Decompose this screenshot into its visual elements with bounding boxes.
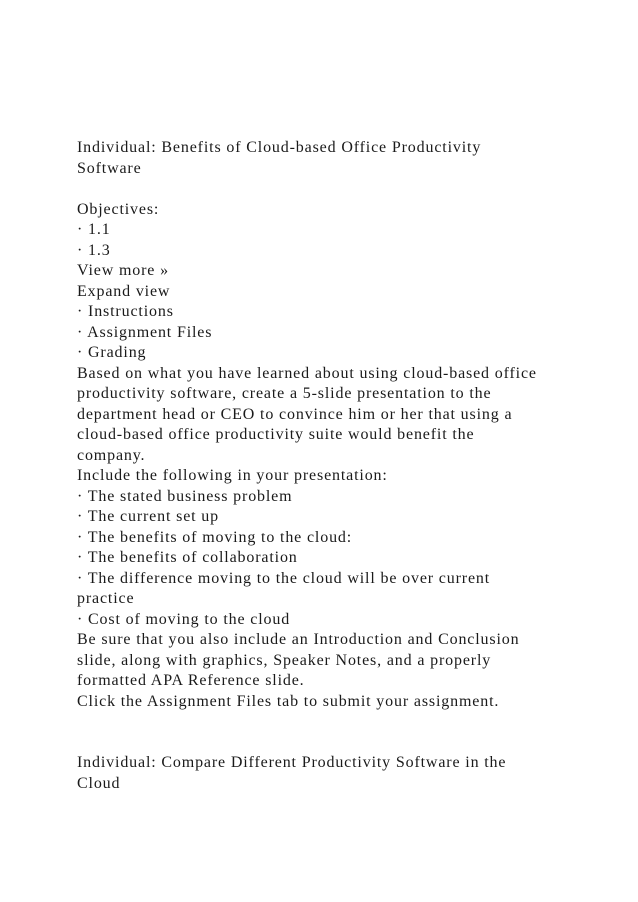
section-2-title-line-1: Individual: Compare Different Productivity Software in the [77, 754, 507, 771]
section-2 [77, 753, 577, 794]
tab-instructions: · Instructions [77, 303, 174, 320]
section-1-title-line-1: Individual: Benefits of Cloud-based Office Productivity [77, 139, 482, 156]
view-more-link: View more » [77, 262, 169, 279]
include-item: · The benefits of collaboration [77, 549, 298, 566]
section-1-title-line-2: Software [77, 159, 142, 177]
closing-line: formatted APA Reference slide. [77, 672, 305, 689]
closing-line: slide, along with graphics, Speaker Notes, and a properly [77, 651, 492, 669]
tab-grading: · Grading [77, 344, 147, 361]
body-line: department head or CEO to convince him or her that using a [77, 405, 513, 423]
body-line: cloud-based office productivity suite would benefit the [77, 426, 475, 443]
include-item: · The difference moving to the cloud will be over current [77, 569, 491, 587]
closing-line: Click the Assignment Files tab to submit your assignment. [77, 692, 500, 710]
body-line: company. [77, 446, 146, 464]
include-item: practice [77, 590, 135, 607]
tab-assignment-files: · Assignment Files [77, 323, 213, 341]
include-label: Include the following in your presentation: [77, 467, 388, 484]
include-item: · The current set up [77, 508, 219, 525]
include-item: · The benefits of moving to the cloud: [77, 528, 353, 546]
body-line: Based on what you have learned about using cloud-based office [77, 364, 537, 382]
document-content [77, 138, 577, 794]
objective-item: · 1.3 [77, 241, 111, 259]
include-item: · Cost of moving to the cloud [77, 610, 291, 628]
include-item: · The stated business problem [77, 487, 293, 505]
section-1 [77, 138, 577, 712]
closing-line: Be sure that you also include an Introduction and Conclusion [77, 631, 520, 648]
spacer [77, 179, 577, 200]
objective-item: · 1.1 [77, 221, 111, 238]
section-2-title-line-2: Cloud [77, 774, 121, 792]
objectives-label: Objectives: [77, 200, 160, 218]
body-line: productivity software, create a 5-slide presentation to the [77, 385, 492, 402]
spacer [77, 712, 577, 753]
expand-view-link: Expand view [77, 282, 171, 300]
